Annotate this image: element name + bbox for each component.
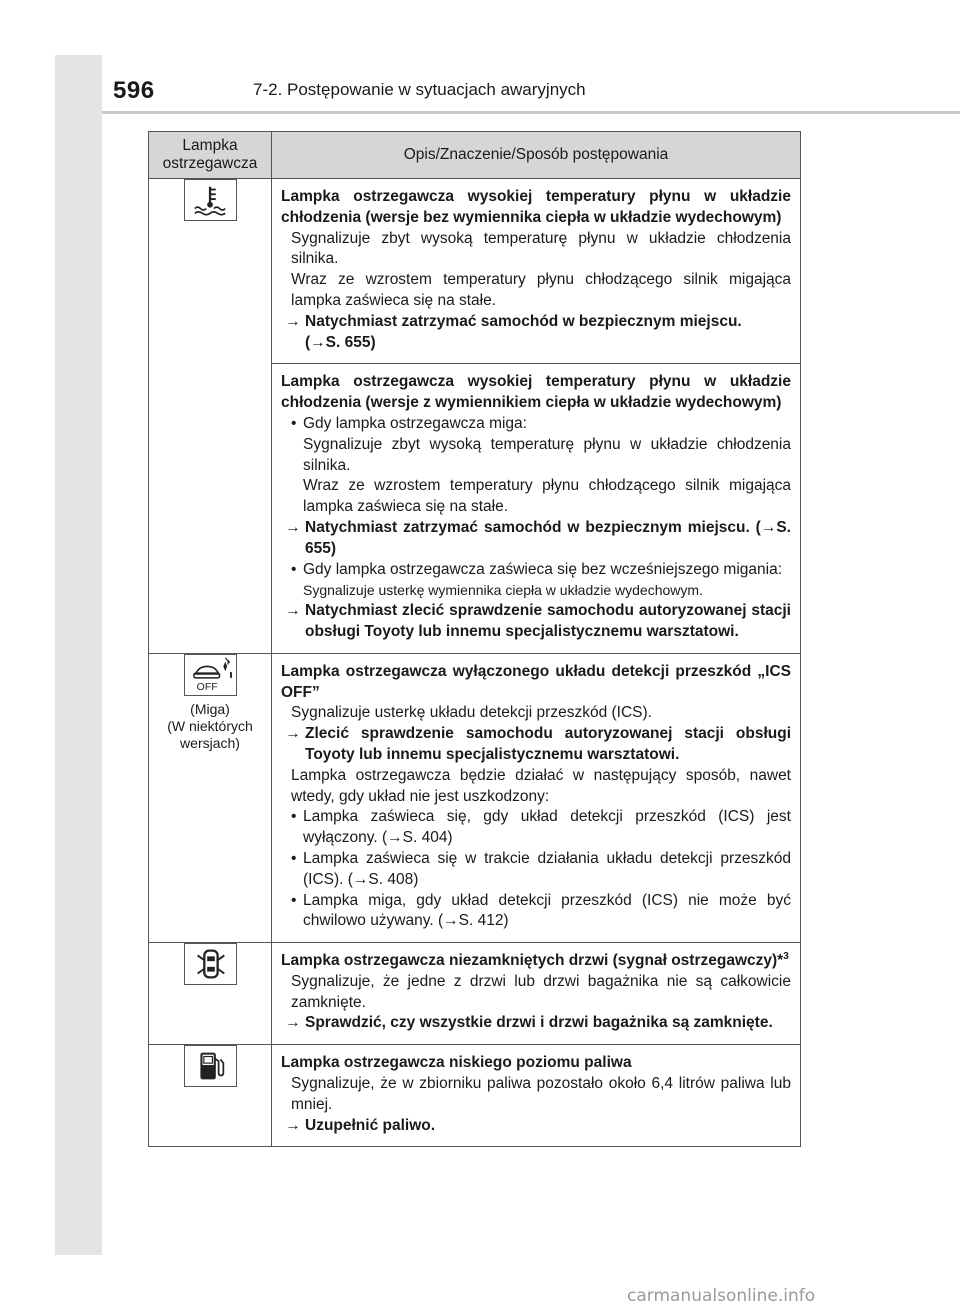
description-cell xyxy=(272,653,801,942)
bullet-item: • Lampka miga, gdy układ detekcji przeszkód (ICS) nie może być chwilowo używany. (→S. 412) xyxy=(281,891,791,933)
action-item: → Sprawdzić, czy wszystkie drzwi i drzwi bagażnika są zamknięte. xyxy=(281,1013,791,1034)
icon-caption: (Miga) xyxy=(190,700,230,717)
ics-off-icon xyxy=(184,654,237,696)
action-item: → Natychmiast zatrzymać samochód w bezpiecznym miejscu. (→S. 655) xyxy=(281,518,791,560)
description-text: Sygnalizuje usterkę układu detekcji przeszkód (ICS). xyxy=(291,704,652,722)
table-row xyxy=(149,653,801,942)
door-open-icon xyxy=(184,943,237,985)
action-item: → Zlecić sprawdzenie samochodu autoryzowanej stacji obsługi Toyoty lub innemu specjalistycznemu warsztatowi. xyxy=(281,724,791,766)
icon-cell xyxy=(149,1045,272,1147)
table-row xyxy=(149,1045,801,1147)
description-text: Sygnalizuje zbyt wysoką temperaturę płynu w układzie chłodzenia silnika. xyxy=(291,229,791,268)
description-text: Sygnalizuje, że jedne z drzwi lub drzwi bagażnika nie są całkowicie zamknięte. xyxy=(291,972,791,1011)
description-cell xyxy=(272,943,801,1045)
icon-cell xyxy=(149,179,272,654)
bullet-item: • Gdy lampka ostrzegawcza zaświeca się bez wcześniejszego migania: xyxy=(281,560,791,581)
bullet-icon: • xyxy=(291,560,297,578)
row-title: Lampka ostrzegawcza wysokiej temperatury płynu w układzie chłodzenia (wersje bez wymiennika ciepła w układzie wydechowym) xyxy=(281,188,791,226)
coolant-temperature-icon xyxy=(184,179,237,221)
arrow-icon: → xyxy=(285,602,301,620)
bullet-icon: • xyxy=(291,849,297,867)
column-header-description: Opis/Znaczenie/Sposób postępowania xyxy=(272,132,801,179)
page-header xyxy=(55,55,960,113)
page-number: 596 xyxy=(113,77,155,104)
action-item: → Uzupełnić paliwo. xyxy=(281,1116,791,1137)
description-text: Sygnalizuje zbyt wysoką temperaturę płynu w układzie chłodzenia silnika. xyxy=(303,435,791,474)
footnote-mark: 3 xyxy=(783,950,789,962)
bullet-icon: • xyxy=(291,414,297,432)
description-text: Sygnalizuje usterkę wymiennika ciepła w układzie wydechowym. xyxy=(303,582,703,599)
table-row xyxy=(149,943,801,1045)
description-text: Lampka ostrzegawcza będzie działać w następujący sposób, nawet wtedy, gdy układ nie jest uszkodzony: xyxy=(291,766,791,805)
description-text: Sygnalizuje, że w zbiorniku paliwa pozostało około 6,4 litrów paliwa lub mniej. xyxy=(291,1075,791,1113)
table-header-row xyxy=(149,132,801,179)
bullet-icon: • xyxy=(291,808,297,826)
row-title: Lampka ostrzegawcza niskiego poziomu paliwa xyxy=(281,1054,632,1072)
arrow-icon: → xyxy=(285,312,301,330)
description-cell xyxy=(272,364,801,653)
bullet-item: • Lampka zaświeca się w trakcie działania układu detekcji przeszkód (ICS). (→S. 408) xyxy=(281,849,791,891)
row-title: Lampka ostrzegawcza wysokiej temperatury płynu w układzie chłodzenia (wersje z wymiennikiem ciepła w układzie wydechowym) xyxy=(281,373,791,412)
section-title: 7-2. Postępowanie w sytuacjach awaryjnych xyxy=(253,80,586,99)
bullet-item: • Lampka zaświeca się, gdy układ detekcji przeszkód (ICS) jest wyłączony. (→S. 404) xyxy=(281,807,791,849)
description-cell xyxy=(272,179,801,364)
row-title: Lampka ostrzegawcza wyłączonego układu detekcji przeszkód „ICS OFF” xyxy=(281,662,791,701)
action-item: → Natychmiast zatrzymać samochód w bezpiecznym miejscu. xyxy=(281,312,791,333)
bullet-icon: • xyxy=(291,891,297,909)
description-cell xyxy=(272,1045,801,1147)
icon-caption: (W niektórych wersjach) xyxy=(167,717,253,751)
page-sidebar xyxy=(55,55,102,1255)
table-row xyxy=(149,179,801,364)
header-rule xyxy=(102,111,960,114)
page-reference: (→S. 655) xyxy=(305,333,376,351)
arrow-icon: → xyxy=(285,1014,301,1032)
arrow-icon: → xyxy=(285,725,301,743)
arrow-icon: → xyxy=(285,1116,301,1134)
watermark-footer: carmanualsonline.info xyxy=(627,1286,816,1306)
arrow-icon: → xyxy=(285,518,301,536)
description-text: Wraz ze wzrostem temperatury płynu chłodzącego silnik migająca lampka zaświeca się na stałe. xyxy=(303,477,791,516)
description-text: Wraz ze wzrostem temperatury płynu chłodzącego silnik migająca lampka zaświeca się na stałe. xyxy=(291,271,791,309)
ics-off-icon-label: OFF xyxy=(196,681,218,693)
bullet-item: • Gdy lampka ostrzegawcza miga: xyxy=(281,414,791,435)
fuel-pump-icon xyxy=(184,1045,237,1087)
action-item: → Natychmiast zlecić sprawdzenie samochodu autoryzowanej stacji obsługi Toyoty lub innemu specjalistycznemu warsztatowi. xyxy=(281,601,791,643)
warning-lights-table xyxy=(148,131,801,1147)
icon-cell xyxy=(149,943,272,1045)
icon-cell xyxy=(149,653,272,942)
column-header-warning-light: Lampka ostrzegawcza xyxy=(149,132,272,179)
row-title: Lampka ostrzegawcza niezamkniętych drzwi (sygnał ostrzegawczy)*$^3$ xyxy=(281,950,789,970)
